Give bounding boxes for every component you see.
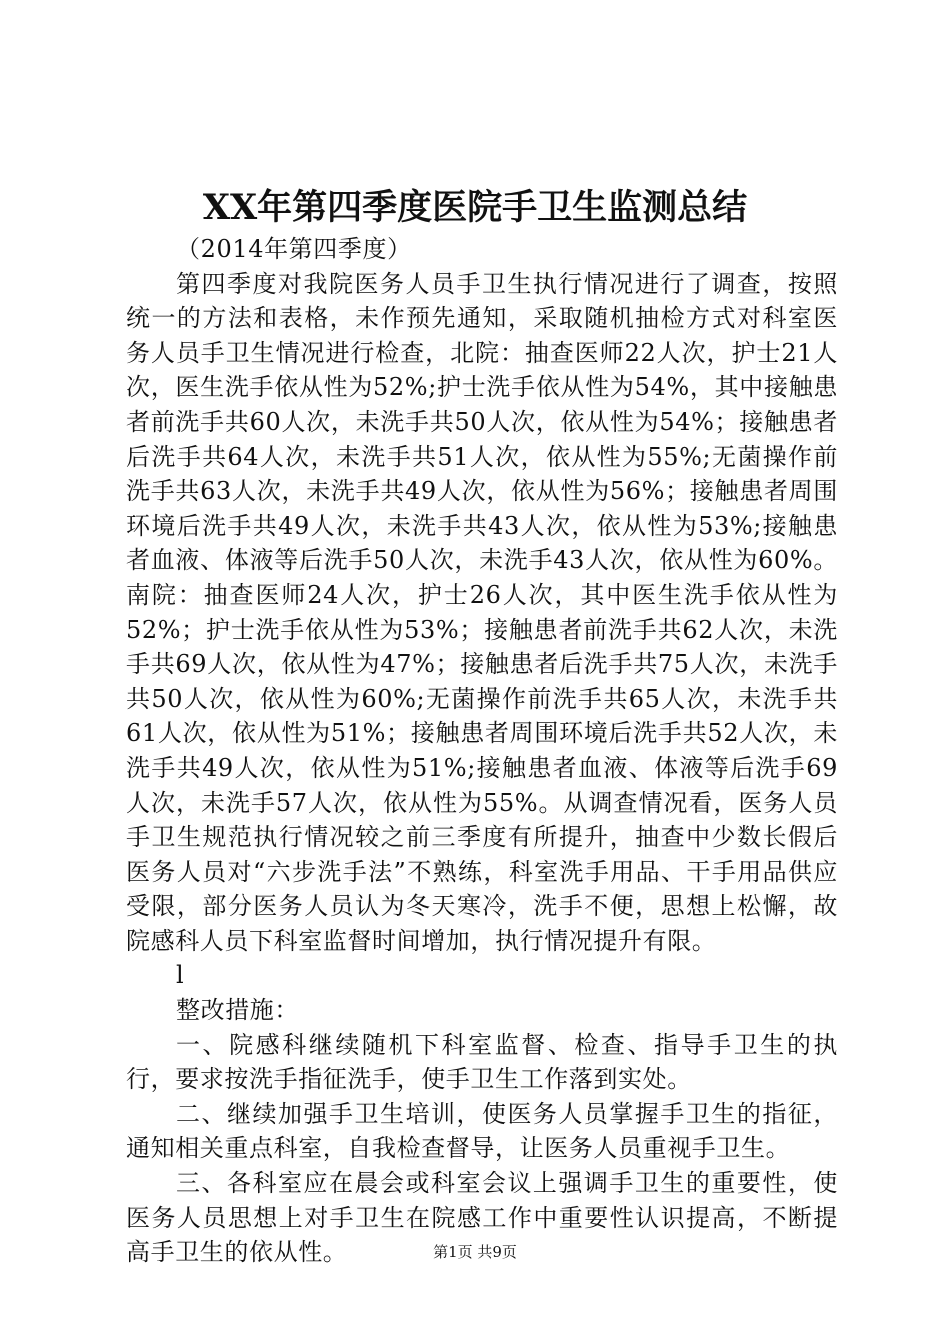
page-footer: 第1页 共9页: [433, 1243, 517, 1261]
measure-item-1: 一、院感科继续随机下科室监督、检查、指导手卫生的执行，要求按洗手指征洗手，使手卫生工作落到实处。: [126, 1030, 838, 1094]
date-subtitle: （2014年第四季度）: [176, 235, 412, 263]
document-title: XX年第四季度医院手卫生监测总结: [202, 187, 748, 228]
stray-mark: l: [176, 961, 185, 990]
measure-item-3: 三、各科室应在晨会或科室会议上强调手卫生的重要性，使医务人员思想上对手卫生在院感工作中重要性认识提高，不断提高手卫生的依从性。: [126, 1169, 838, 1267]
measures-heading: 整改措施：: [176, 996, 299, 1025]
document-body: [126, 232, 838, 1270]
survey-paragraph: 第四季度对我院医务人员手卫生执行情况进行了调查，按照统一的方法和表格，未作预先通知，采取随机抽检方式对科室医务人员手卫生情况进行检查，北院：抽查医师22人次，护士21人次，医生洗手依从性为52%;护士洗手依从性为54%，其中接触患者前洗手共60人次，未洗手共50人次，依从性为54%；接触患者后洗手共64人次，未洗手共51人次，依从性为55%;无菌操作前洗手共63人次，未洗手共49人次，依从性为56%；接触患者周围环境后洗手共49人次，未洗手共43人次，依从性为53%;接触患者血液、体液等后洗手50人次，未洗手43人次，依从性为60%。南院：抽查医师24人次，护士26人次，其中医生洗手依从性为52%；护士洗手依从性为53%；接触患者前洗手共62人次，未洗手共69人次，依从性为47%；接触患者后洗手共75人次，未洗手共50人次，依从性为60%;无菌操作前洗手共65人次，未洗手共61人次，依从性为51%；接触患者周围环境后洗手共52人次，未洗手共49人次，依从性为51%;接触患者血液、体液等后洗手69人次，未洗手57人次，依从性为55%。从调查情况看，医务人员手卫生规范执行情况较之前三季度有所提升，抽查中少数长假后医务人员对“六步洗手法”不熟练，科室洗手用品、干手用品供应受限，部分医务人员认为冬天寒冷，洗手不便，思想上松懈，故院感科人员下科室监督时间增加，执行情况提升有限。: [126, 269, 838, 955]
measure-item-2: 二、继续加强手卫生培训，使医务人员掌握手卫生的指征，通知相关重点科室，自我检查督导，让医务人员重视手卫生。: [126, 1099, 838, 1163]
